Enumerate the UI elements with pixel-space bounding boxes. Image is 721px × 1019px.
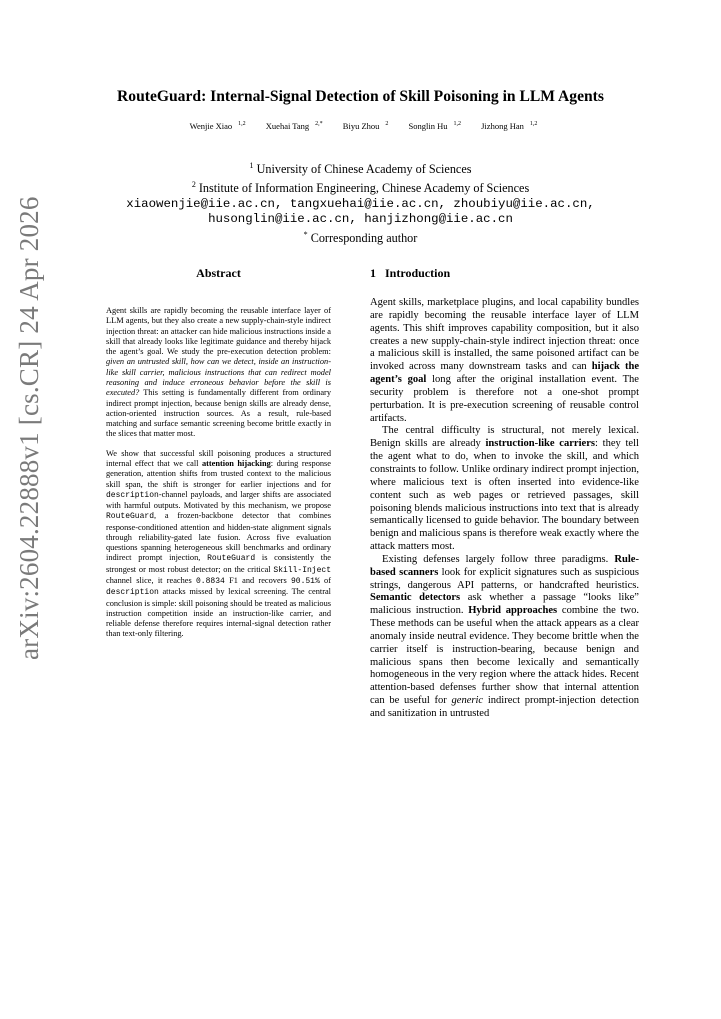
author-name: Xuehai Tang <box>265 121 310 131</box>
author-name: Biyu Zhou <box>342 121 380 131</box>
affiliation-line <box>60 158 661 177</box>
code-text: 0.8834 <box>196 577 225 587</box>
affiliation-mark: 1 <box>249 161 254 170</box>
bold-text: Hybrid approaches <box>468 605 558 617</box>
paper-title: RouteGuard: Internal-Signal Detection of Skill Poisoning in LLM Agents <box>117 88 604 105</box>
text-run: We show that successful skill poisoning produces a structured internal effect that we call <box>106 448 331 468</box>
code-text: Skill-Inject <box>273 565 331 575</box>
email-line: xiaowenjie@iie.ac.cn, tangxuehai@iie.ac.cn, zhoubiyu@iie.ac.cn, <box>126 196 595 211</box>
text-run: Agent skills, marketplace plugins, and local capability bundles are rapidly becoming the reusable interface layer of LLM agents. This shift improves capability composition, but it also creates a new supply-chain-style indirect injection threat: once a malicious skill is installed, the same poisoned artifact can be invoked across many downstream tasks and can <box>370 297 639 373</box>
author-affil-mark: 2,* <box>315 121 323 128</box>
text-run: -channel payloads, and larger shifts are associated with harmful outputs. Motivated by this mechanism, we propose <box>106 489 331 511</box>
author-name: Jizhong Han <box>481 121 524 131</box>
code-text: description <box>106 588 159 598</box>
corresponding-mark: * <box>303 229 308 239</box>
bold-text: Semantic detectors <box>370 592 461 604</box>
abstract-paragraph <box>106 449 331 640</box>
author-affil-mark: 1,2 <box>238 121 246 128</box>
text-run: The central difficulty is structural, not merely lexical. Benign skills are already <box>370 425 639 450</box>
author-name: Songlin Hu <box>408 121 448 131</box>
bold-text: Rule-based scanners <box>370 553 639 578</box>
arxiv-identifier-stamp: arXiv:2604.22888v1 [cs.CR] 24 Apr 2026 <box>14 196 44 660</box>
affiliations-block <box>60 158 661 246</box>
corresponding-author-note <box>60 227 661 246</box>
author <box>184 121 246 131</box>
code-text: RouteGuard <box>106 512 155 522</box>
abstract-paragraph <box>106 306 331 440</box>
text-run: This setting is fundamentally different from ordinary indirect prompt injection, because benign skills are already dense, action-oriented instruction sources. As a result, rule-based matching and surface semantic screening become brittle exactly in the slices that matter most. <box>106 388 331 439</box>
text-run: attacks missed by lexical screening. The central conclusion is simple: skill poisoning should be treated as malicious instruction competition inside an instruction-like carrier, and reliable defense therefore requires internal-signal detection rather than text-only filtering. <box>106 587 331 639</box>
intro-paragraph <box>370 297 639 425</box>
author-name: Wenjie Xiao <box>189 121 233 131</box>
author <box>337 121 389 131</box>
corresponding-text: Corresponding author <box>310 231 418 245</box>
code-text: description <box>106 490 159 500</box>
text-run: Agent skills are rapidly becoming the reusable interface layer of LLM agents, but they also create a new supply-chain-style indirect injection threat: an attacker can hide malicious instructions inside a skill that already looks like legitimate guidance and thereby hijack the agent’s goal. We study the pre-execution detection problem: <box>106 306 331 357</box>
code-text: RouteGuard <box>207 554 256 564</box>
text-run: of <box>319 576 331 586</box>
intro-paragraph <box>370 554 639 721</box>
section-heading <box>370 266 640 281</box>
bold-text: hijack the agent’s goal <box>370 361 640 386</box>
text-run: , a frozen-backbone detector that combines response-conditioned attention and hidden-state alignment signals through reliability-gated late fusion. Across five evaluation questions spanning heterogeneous skill benchmarks and ordinary indirect prompt injection, <box>106 511 331 563</box>
text-run: indirect prompt-injection detection and sanitization in untrusted <box>370 695 639 719</box>
author <box>403 121 461 131</box>
italic-text: given an untrusted skill, how can we detect, inside an instruction-like skill carrier, malicious instructions that can redirect model reasoning and induce erroneous behavior before the skill is executed? <box>106 357 331 398</box>
abstract-body <box>106 306 331 649</box>
author-affil-mark: 1,2 <box>529 121 538 128</box>
italic-text: generic <box>451 695 484 707</box>
text-run: look for explicit signatures such as suspicious strings, dangerous API patterns, or handcrafted heuristics. <box>370 566 640 591</box>
author-affil-mark: 2 <box>385 121 389 128</box>
text-run: Existing defenses largely follow three paradigms. <box>382 553 615 565</box>
bold-text: instruction-like carriers <box>485 438 596 450</box>
text-run: long after the original installation event. The security problem is therefore not a one-shot prompt perturbation. It is pre-execution screening of reusable control artifacts. <box>370 374 639 424</box>
text-run: is consistently the strongest or most robust detector; on the critical <box>106 553 331 574</box>
author <box>260 121 323 131</box>
section-number: 1 <box>370 266 376 280</box>
text-run: channel slice, it reaches <box>106 576 196 586</box>
text-run: ask whether a passage “looks like” malicious instruction. <box>370 592 639 617</box>
author-list <box>60 121 661 131</box>
abstract-heading: Abstract <box>196 266 241 280</box>
affiliation-line <box>60 177 661 196</box>
email-line: husonglin@iie.ac.cn, hanjizhong@iie.ac.cn <box>208 211 513 226</box>
text-run: : during response generation, attention shifts from trusted context to the malicious skill span, the shift is stronger for earlier injections and for <box>106 458 332 489</box>
author <box>475 121 537 131</box>
bold-text: attention hijacking <box>201 458 271 468</box>
affiliation-text: University of Chinese Academy of Sciences <box>256 162 472 177</box>
text-run: F1 and recovers <box>224 576 291 586</box>
text-run: combine the two. These methods can be useful when the attack appears as a clear anomaly inside neutral evidence. They become brittle when the carrier itself is instruction-bearing, because benign and malicious spans then become lexically and semantically homogeneous in the very region where the attack hides. Recent attention-based defenses further show that internal attention can be useful for <box>370 605 639 707</box>
affiliation-mark: 2 <box>191 180 196 190</box>
code-text: 90.51% <box>290 577 320 587</box>
introduction-body <box>370 297 639 721</box>
text-run: : they tell the agent what to do, when to invoke the skill, and which constraints to follow. Unlike ordinary indirect prompt injection, where malicious text is often inserted into evidence-like content such as web pages or retrieved passages, skill poisoning blends malicious instructions into text that is already semantically licensed to guide behavior. The boundary between benign and malicious spans is therefore weak exactly where the attack matters most. <box>370 438 639 553</box>
affiliation-text: Institute of Information Engineering, Chinese Academy of Sciences <box>198 181 530 196</box>
intro-paragraph <box>370 425 639 553</box>
section-title: Introduction <box>385 266 451 280</box>
author-affil-mark: 1,2 <box>453 121 461 128</box>
